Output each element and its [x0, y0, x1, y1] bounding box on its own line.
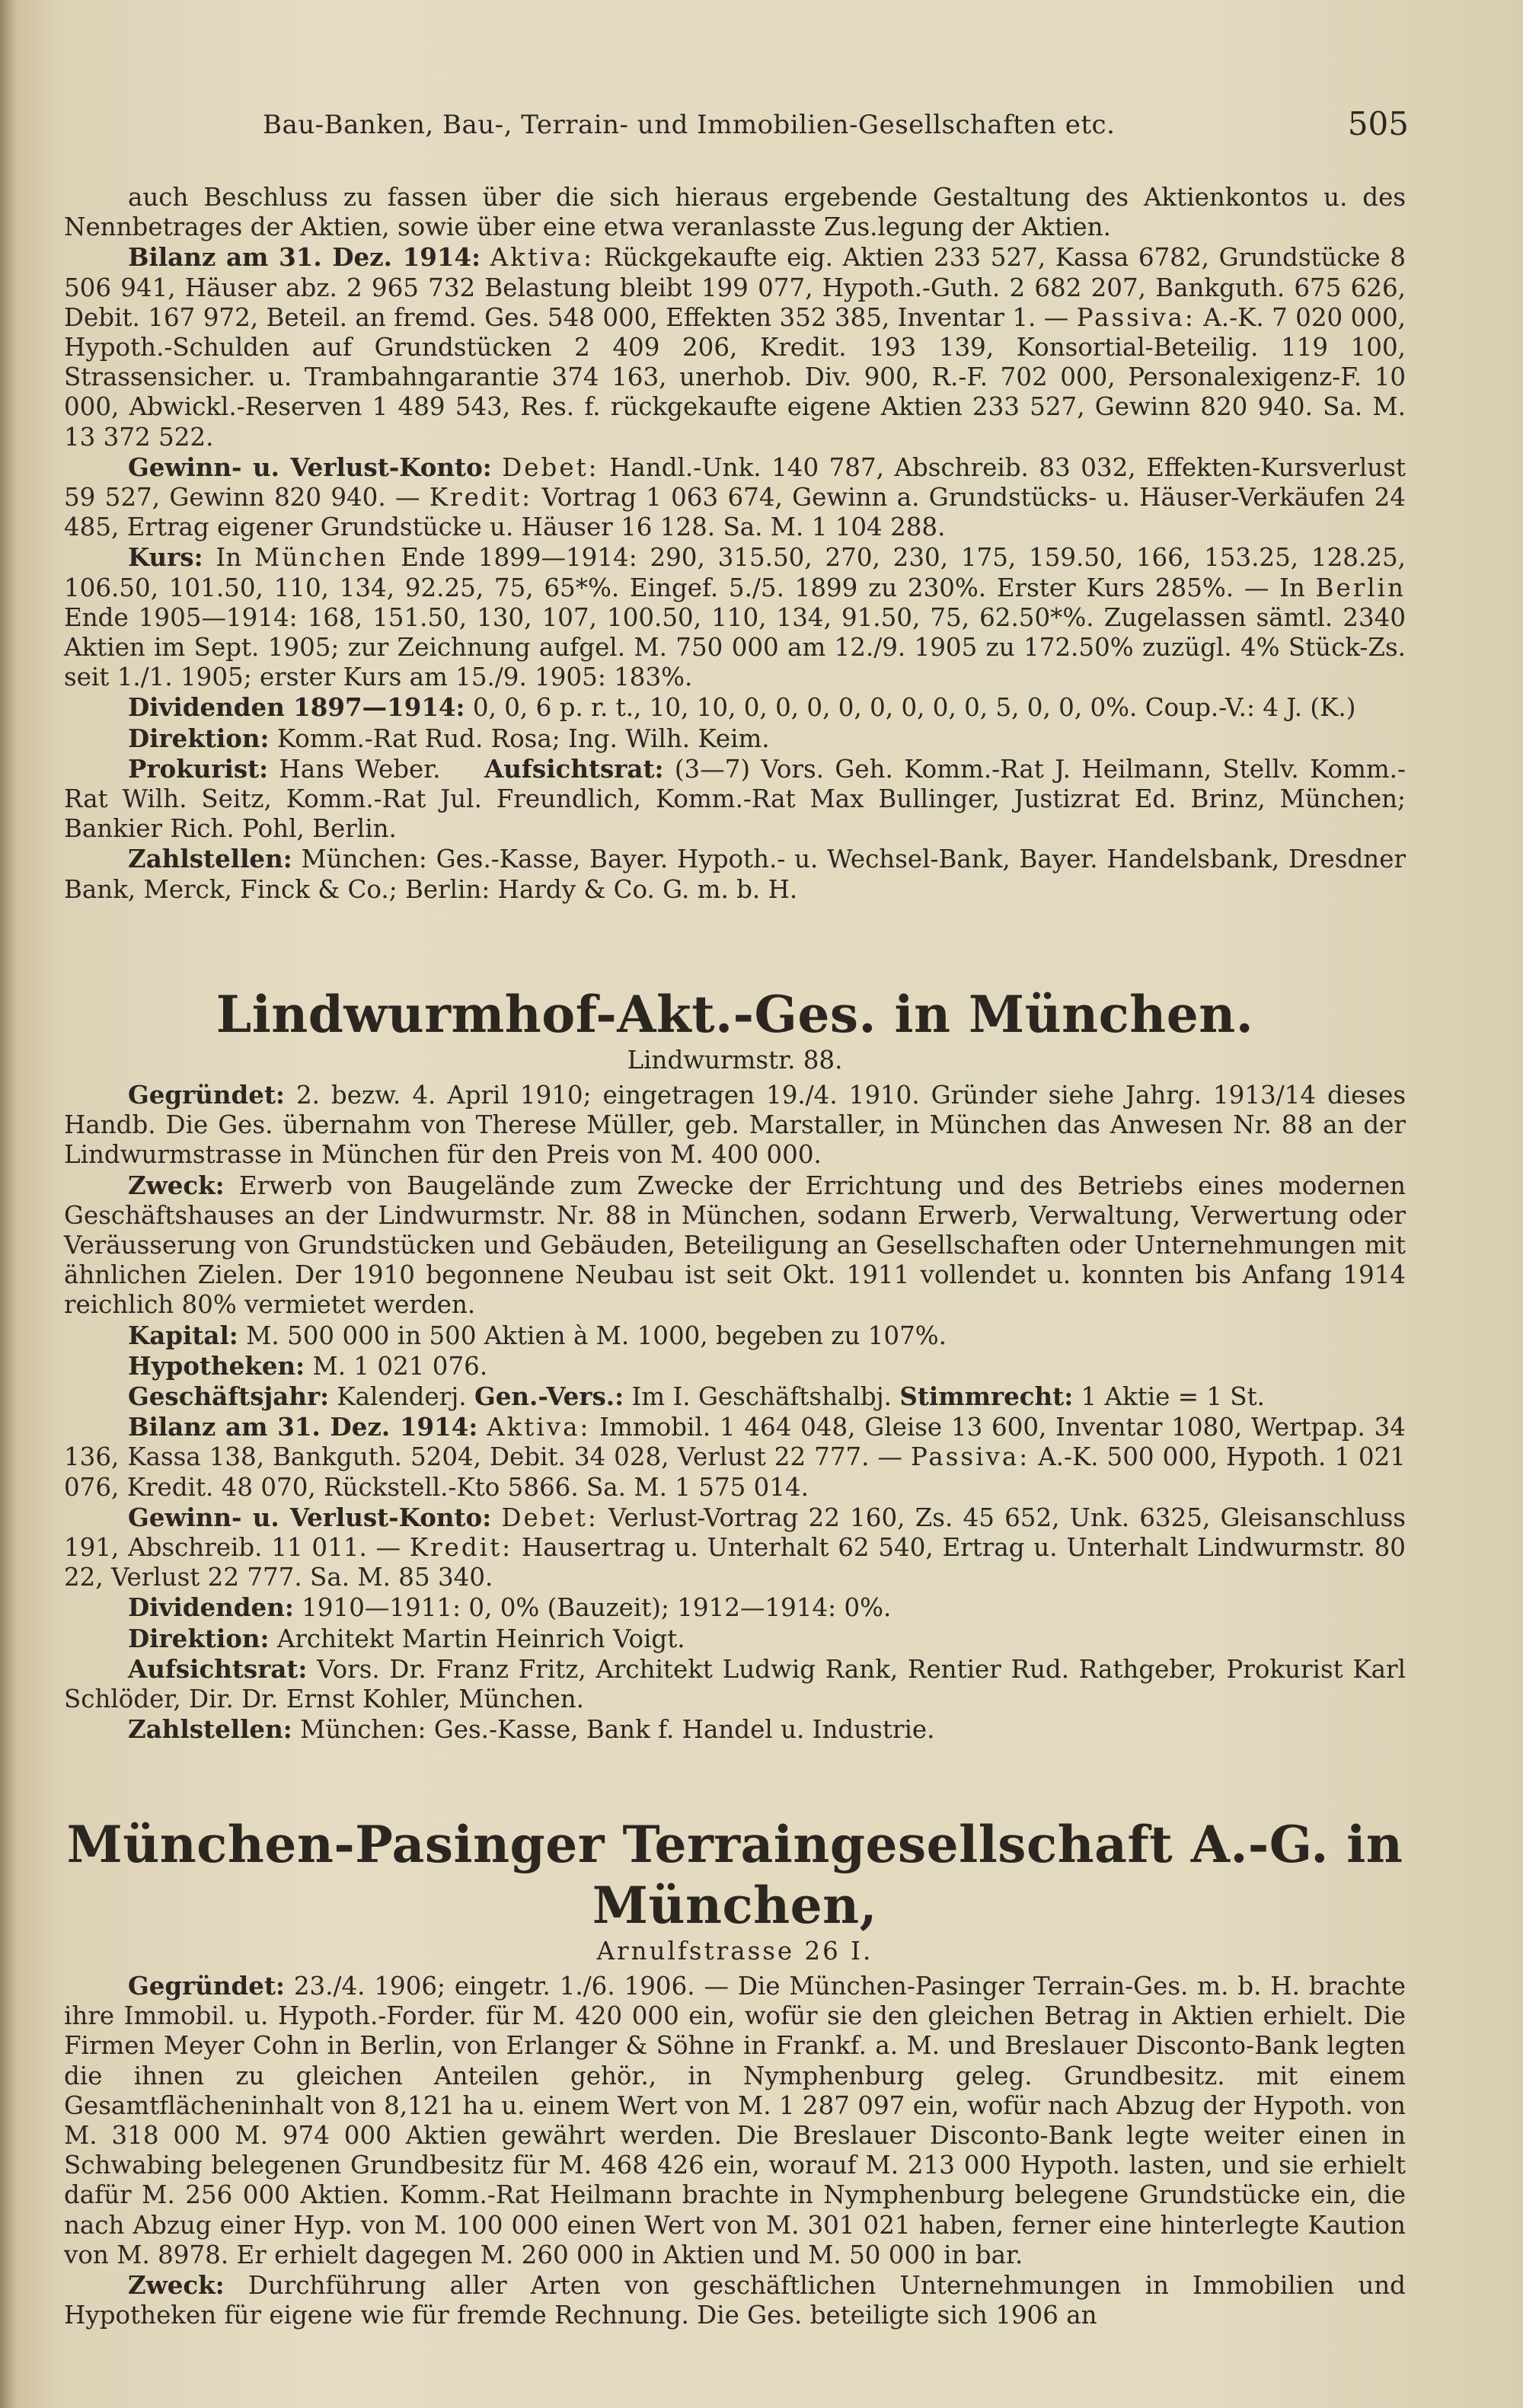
aktiva-label: Aktiva:: [490, 243, 595, 273]
kurs-berlin: Berlin: [1315, 573, 1406, 602]
guv-paragraph: [64, 1503, 1406, 1593]
guv-kredit-text: Hausertrag u. Unterhalt 62 540, Ertrag u. Unterhalt Lindwurmstr. 80 22, Verlust 22 777. Sa. M. 85 340.: [64, 1533, 1406, 1592]
dividenden-paragraph: [64, 692, 1406, 723]
debet-label: Debet:: [501, 1503, 599, 1532]
aufsichtsrat-paragraph: [64, 1654, 1406, 1714]
direktion-text: Architekt Martin Heinrich Voigt.: [276, 1624, 685, 1653]
direktion-text: Komm.-Rat Rud. Rosa; Ing. Wilh. Keim.: [276, 723, 770, 753]
guv-label: Gewinn- u. Verlust-Konto:: [128, 1502, 492, 1532]
aufsichtsrat-label: Aufsichtsrat:: [128, 1653, 308, 1684]
gegruendet-label: Gegründet:: [128, 1971, 285, 2001]
geschaeftsjahr-label: Geschäftsjahr:: [128, 1381, 330, 1412]
gegruendet-label: Gegründet:: [128, 1080, 285, 1110]
direktion-label: Direktion:: [128, 1623, 270, 1653]
dividenden-label: Dividenden:: [128, 1592, 294, 1623]
zahlstellen-text: München: Ges.-Kasse, Bayer. Hypoth.- u. Wechsel-Bank, Bayer. Handelsbank, Dresdner Bank, Merck, Finck & Co.; Berlin: Hardy & Co. G. m. b. H.: [64, 845, 1406, 904]
dividenden-text: 0, 0, 6 p. r. t., 10, 10, 0, 0, 0, 0, 0, 0, 0, 0, 5, 0, 0, 0%. Coup.-V.: 4 J. (K.): [472, 693, 1356, 723]
kredit-label: Kredit:: [409, 1533, 513, 1563]
guv-label: Gewinn- u. Verlust-Konto:: [128, 452, 492, 482]
debet-label: Debet:: [502, 452, 599, 482]
zweck-label: Zweck:: [128, 2270, 225, 2301]
stimmrecht-label: Stimmrecht:: [899, 1381, 1074, 1412]
bilanz-label: Bilanz am 31. Dez. 1914:: [128, 1412, 478, 1442]
passiva-label: Passiva:: [910, 1442, 1030, 1472]
bilanz-aktiva-text: Rückgekaufte eig. Aktien 233 527, Kassa 6782, Grundstücke 8 506 941, Häuser abz. 2 965 732 Belastung bleibt 199 077, Hypoth.-Guth. 2 682 207, Bankguth. 675 626, Debit. 167 972, Beteil. an fremd. Ges. 548 000, Effekten 352 385, Inventar 1. —: [64, 243, 1406, 332]
company-address: Arnulfstrasse 26 I.: [596, 1937, 873, 1966]
genvers-text: Im I. Geschäftshalbj.: [631, 1382, 892, 1412]
kurs-muenchen: München: [254, 543, 388, 573]
guv-paragraph: [64, 452, 1406, 543]
zahlstellen-paragraph: [64, 844, 1406, 904]
company-title: München-Pasinger Terraingesellschaft A.-G. in München,: [66, 1815, 1403, 1935]
zahlstellen-paragraph: [64, 1714, 1406, 1745]
aufsichtsrat-label: Aufsichtsrat:: [484, 753, 664, 784]
kapital-text: M. 500 000 in 500 Aktien à M. 1000, begeben zu 107%.: [246, 1321, 947, 1350]
intro-paragraph: auch Beschluss zu fassen über die sich hieraus ergebende Gestaltung des Aktienkontos u. des Nennbetrages der Aktien, sowie über eine etwa veranlasste Zus.legung der Aktien.: [64, 183, 1406, 242]
dividenden-label: Dividenden 1897—1914:: [128, 692, 465, 723]
header-title: Bau-Banken, Bau-, Terrain- und Immobilien-Gesellschaften etc.: [263, 110, 1116, 140]
guv-kredit-text: Vortrag 1 063 674, Gewinn a. Grundstücks- u. Häuser-Verkäufen 24 485, Ertrag eigener Grundstücke u. Häuser 16 128. Sa. M. 1 104 288.: [64, 483, 1406, 542]
hypotheken-text: M. 1 021 076.: [312, 1351, 488, 1381]
dividenden-paragraph: [64, 1592, 1406, 1623]
genvers-label: Gen.-Vers.:: [474, 1381, 624, 1412]
aufsichtsrat-text: Vors. Dr. Franz Fritz, Architekt Ludwig Rank, Rentier Rud. Rathgeber, Prokurist Karl Schlöder, Dir. Dr. Ernst Kohler, München.: [64, 1654, 1406, 1714]
geschaeftsjahr-paragraph: [64, 1381, 1406, 1412]
page-edge-shadow: [0, 0, 17, 2408]
company-address: Lindwurmstr. 88.: [627, 1046, 843, 1075]
zahlstellen-label: Zahlstellen:: [128, 844, 292, 874]
gegruendet-paragraph: [64, 1971, 1406, 2270]
kurs-label: Kurs:: [128, 542, 203, 573]
aktiva-label: Aktiva:: [487, 1413, 591, 1442]
bilanz-paragraph: [64, 242, 1406, 452]
company-title: Lindwurmhof-Akt.-Ges. in München.: [216, 985, 1254, 1044]
kredit-label: Kredit:: [429, 483, 533, 513]
guv-debet-text: Handl.-Unk. 140 787, Abschreib. 83 032, Effekten-Kursverlust 59 527, Gewinn 820 940. —: [64, 452, 1406, 513]
bilanz-paragraph: [64, 1412, 1406, 1503]
prokurist-text: Hans Weber.: [279, 754, 441, 784]
kapital-paragraph: [64, 1321, 1406, 1351]
zweck-paragraph: [64, 2270, 1406, 2330]
zweck-text: Durchführung aller Arten von geschäftlichen Unternehmungen in Immobilien und Hypotheken für eigene wie für fremde Rechnung. Die Ges. beteiligte sich 1906 an: [64, 2271, 1406, 2330]
guv-debet-text: Verlust-Vortrag 22 160, Zs. 45 652, Unk. 6325, Gleisanschluss 191, Abschreib. 11 011. —: [64, 1503, 1406, 1563]
zweck-paragraph: [64, 1170, 1406, 1321]
kurs-text-b: Ende 1899—1914: 290, 315.50, 270, 230, 175, 159.50, 166, 153.25, 128.25, 106.50, 101.50, 110, 134, 92.25, 75, 65*%. Eingef. 5./5. 1899 zu 230%. Erster Kurs 285%. — In: [64, 543, 1406, 602]
bilanz-aktiva-text: Immobil. 1 464 048, Gleise 13 600, Inventar 1080, Wertpap. 34 136, Kassa 138, Bankguth. 5204, Debit. 34 028, Verlust 22 777. —: [64, 1413, 1406, 1472]
geschaeftsjahr-text: Kalenderj.: [337, 1382, 467, 1412]
gegruendet-text: 2. bezw. 4. April 1910; eingetragen 19./4. 1910. Gründer siehe Jahrg. 1913/14 dieses Handb. Die Ges. übernahm von Therese Müller, geb. Marstaller, in München das Anwesen Nr. 88 an der Lindwurmstrasse in München für den Preis von M. 400 000.: [64, 1081, 1406, 1170]
bilanz-passiva-text: A.-K. 500 000, Hypoth. 1 021 076, Kredit. 48 070, Rückstell.-Kto 5866. Sa. M. 1 575 014.: [64, 1442, 1406, 1502]
section-muenchen-pasinger: [64, 1814, 1406, 2330]
gegruendet-text: 23./4. 1906; eingetr. 1./6. 1906. — Die München-Pasinger Terrain-Ges. m. b. H. brachte ihre Immobil. u. Hypoth.-Forder. für M. 420 000 ein, wofür sie den gleichen Betrag in Aktien erhielt. Die Firmen Meyer Cohn in Berlin, von Erlanger & Söhne in Frankf. a. M. und Breslauer Disconto-Bank legten die ihnen zu gleichen Anteilen gehör., in Nymphenburg geleg. Grundbesitz. mit einem Gesamtflächeninhalt von 8,121 ha u. einem Wert von M. 1 287 097 ein, wofür nach Abzug der Hypoth. von M. 318 000 M. 974 000 Aktien gewährt werden. Die Breslauer Disconto-Bank legte weiter einen in Schwabing belegenen Grundbesitz für M. 468 426 ein, worauf M. 213 000 Hypoth. lasten, und sie erhielt dafür M. 256 000 Aktien. Komm.-Rat Heilmann brachte in Nymphenburg belegene Grundstücke ein, die nach Abzug einer Hyp. von M. 100 000 einen Wert von M. 301 021 haben, ferner eine hinterlegte Kaution von M. 8978. Er erhielt dagegen M. 260 000 in Aktien und M. 50 000 in bar.: [64, 1972, 1406, 2269]
kurs-text-c: Ende 1905—1914: 168, 151.50, 130, 107, 100.50, 110, 134, 91.50, 75, 62.50*%. Zugelassen sämtl. 2340 Aktien im Sept. 1905; zur Zeichnung aufgel. M. 750 000 am 12./9. 1905 zu 172.50% zuzügl. 4% Stück-Zs. seit 1./1. 1905; erster Kurs am 15./9. 1905: 183%.: [64, 602, 1406, 692]
zweck-text: Erwerb von Baugelände zum Zwecke der Errichtung und des Betriebs eines modernen Geschäftshauses an der Lindwurmstr. Nr. 88 in München, sodann Erwerb, Verwaltung, Verwertung oder Veräusserung von Grundstücken und Gebäuden, Beteiligung an Gesellschaften oder Unternehmungen mit ähnlichen Zielen. Der 1910 begonnene Neubau ist seit Okt. 1911 vollendet u. konnten bis Anfang 1914 reichlich 80% vermietet werden.: [64, 1170, 1406, 1320]
passiva-label: Passiva:: [1076, 302, 1196, 332]
zweck-label: Zweck:: [128, 1170, 225, 1200]
stimmrecht-text: 1 Aktie = 1 St.: [1081, 1382, 1265, 1412]
direktion-paragraph: [64, 1624, 1406, 1654]
section-lindwurmhof: [64, 984, 1406, 1745]
page-number: 505: [1347, 105, 1409, 142]
kurs-text-a: In: [216, 543, 242, 573]
direktion-paragraph: [64, 723, 1406, 754]
aufsichtsrat-text: (3—7) Vors. Geh. Komm.-Rat J. Heilmann, Stellv. Komm.-Rat Wilh. Seitz, Komm.-Rat Jul. Freundlich, Komm.-Rat Max Bullinger, Justizrat Ed. Brinz, München; Bankier Rich. Pohl, Berlin.: [64, 754, 1406, 844]
running-header: [69, 101, 1409, 146]
hypotheken-label: Hypotheken:: [128, 1350, 305, 1381]
prokurist-paragraph: [64, 754, 1406, 845]
bilanz-passiva-text: A.-K. 7 020 000, Hypoth.-Schulden auf Grundstücken 2 409 206, Kredit. 193 139, Konsortial-Beteilig. 119 100, Strassensicher. u. Trambahngarantie 374 163, unerhob. Div. 900, R.-F. 702 000, Personalexigenz-F. 10 000, Abwickl.-Reserven 1 489 543, Res. f. rückgekaufte eigene Aktien 233 527, Gewinn 820 940. Sa. M. 13 372 522.: [64, 302, 1406, 452]
section-continued-entry: [64, 183, 1406, 905]
zahlstellen-label: Zahlstellen:: [128, 1714, 292, 1745]
zahlstellen-text: München: Ges.-Kasse, Bank f. Handel u. Industrie.: [300, 1715, 935, 1745]
bilanz-label: Bilanz am 31. Dez. 1914:: [128, 242, 481, 273]
hypotheken-paragraph: [64, 1351, 1406, 1381]
kurs-paragraph: [64, 542, 1406, 692]
kapital-label: Kapital:: [128, 1320, 238, 1350]
gegruendet-paragraph: [64, 1080, 1406, 1170]
dividenden-text: 1910—1911: 0, 0% (Bauzeit); 1912—1914: 0%.: [302, 1593, 892, 1623]
direktion-label: Direktion:: [128, 723, 270, 753]
prokurist-label: Prokurist:: [128, 753, 269, 784]
